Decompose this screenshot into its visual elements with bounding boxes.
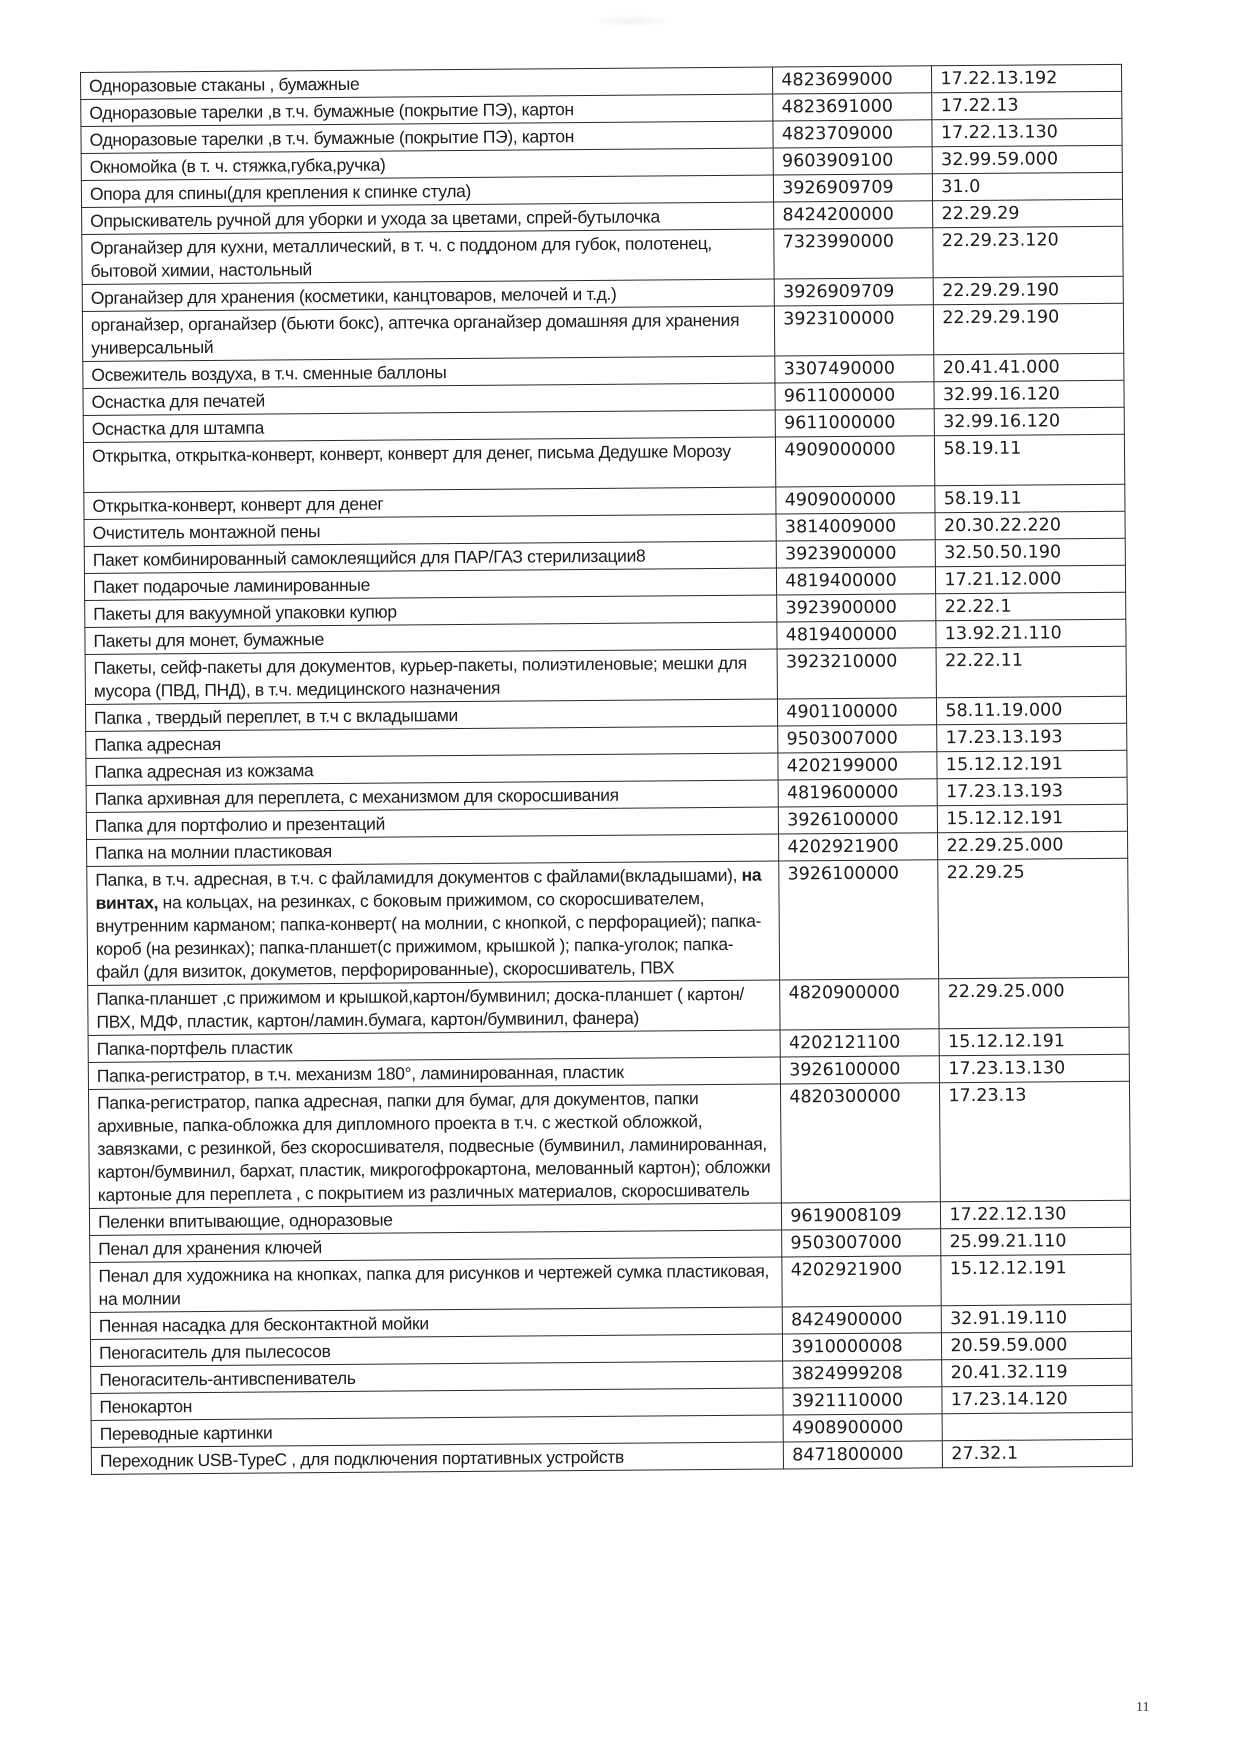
bold-emphasis: на винтах, bbox=[95, 864, 762, 913]
item-tnved-code: 9611000000 bbox=[775, 382, 934, 410]
item-okpd-code: 20.59.59.000 bbox=[942, 1331, 1132, 1359]
item-name: Опрыскиватель ручной для уборки и ухода за цветами, спрей-бутылочка bbox=[82, 202, 774, 234]
item-name: Органайзер для хранения (косметики, канцтоваров, мелочей и т.д.) bbox=[82, 279, 774, 311]
item-tnved-code: 3926909709 bbox=[774, 174, 933, 202]
item-okpd-code: 20.41.32.119 bbox=[942, 1358, 1132, 1386]
item-okpd-code: 22.29.29 bbox=[933, 199, 1123, 227]
item-name: Папка , твердый переплет, в т.ч с вкладышами bbox=[85, 699, 777, 731]
item-okpd-code: 22.22.1 bbox=[936, 592, 1126, 620]
item-name: Пенная насадка для бесконтактной мойки bbox=[90, 1307, 782, 1339]
item-tnved-code: 8424900000 bbox=[783, 1306, 942, 1334]
item-tnved-code: 3926100000 bbox=[779, 806, 938, 834]
item-tnved-code: 4909000000 bbox=[776, 486, 935, 514]
item-name: Одноразовые тарелки ,в т.ч. бумажные (покрытие ПЭ), картон bbox=[81, 94, 773, 126]
item-okpd-code: 32.99.59.000 bbox=[933, 145, 1123, 173]
item-name: Пеленки впитывающие, одноразовые bbox=[89, 1203, 781, 1235]
item-tnved-code: 4909000000 bbox=[776, 436, 936, 487]
table-row bbox=[85, 646, 1126, 704]
item-name: Пакеты для монет, бумажные bbox=[85, 622, 777, 654]
item-tnved-code: 4202921900 bbox=[779, 833, 938, 861]
item-name: Пенал для художника на кнопках, папка для рисунков и чертежей сумка пластиковая, на молнии bbox=[90, 1257, 783, 1312]
item-okpd-code: 58.11.19.000 bbox=[937, 696, 1127, 724]
table-row bbox=[82, 303, 1123, 361]
table-row bbox=[88, 1081, 1130, 1208]
item-name: Папка-портфель пластик bbox=[88, 1030, 780, 1062]
item-tnved-code: 4901100000 bbox=[778, 698, 937, 726]
table-row bbox=[82, 226, 1123, 284]
item-okpd-code: 17.23.13.193 bbox=[937, 777, 1127, 805]
item-name: Пакет комбинированный самоклеящийся для ПАР/ГАЗ стерилизации8 bbox=[84, 541, 776, 573]
item-name: Оснастка для штампа bbox=[83, 410, 775, 442]
item-okpd-code: 17.23.13.130 bbox=[940, 1054, 1130, 1082]
item-tnved-code: 9503007000 bbox=[778, 725, 937, 753]
item-okpd-code: 17.23.13 bbox=[940, 1081, 1131, 1201]
item-tnved-code: 3814009000 bbox=[776, 513, 935, 541]
item-name: Пакеты для вакуумной упаковки купюр bbox=[85, 595, 777, 627]
item-okpd-code: 22.29.25.000 bbox=[938, 831, 1128, 859]
item-okpd-code: 17.23.13.193 bbox=[937, 723, 1127, 751]
item-okpd-code: 32.50.50.190 bbox=[936, 538, 1126, 566]
item-okpd-code: 17.23.14.120 bbox=[942, 1385, 1132, 1413]
item-name: Переводные картинки bbox=[91, 1415, 783, 1447]
item-okpd-code: 22.29.25.000 bbox=[939, 977, 1129, 1028]
item-okpd-code: 32.91.19.110 bbox=[942, 1304, 1132, 1332]
table-row bbox=[87, 858, 1129, 985]
item-okpd-code: 58.19.11 bbox=[935, 484, 1125, 512]
item-tnved-code: 4820900000 bbox=[780, 979, 940, 1030]
item-okpd-code: 17.22.13.192 bbox=[932, 64, 1122, 92]
item-name: Органайзер для кухни, металлический, в т. ч. с поддоном для губок, полотенец, бытовой химии, настольный bbox=[82, 229, 775, 284]
item-okpd-code: 17.22.12.130 bbox=[941, 1200, 1131, 1228]
item-tnved-code: 3923900000 bbox=[777, 594, 936, 622]
item-okpd-code bbox=[942, 1412, 1132, 1440]
item-tnved-code: 3824999208 bbox=[783, 1360, 942, 1388]
item-tnved-code: 7323990000 bbox=[774, 228, 934, 279]
item-name: Папка для портфолио и презентаций bbox=[86, 807, 778, 839]
item-okpd-code: 15.12.12.191 bbox=[941, 1254, 1131, 1305]
item-tnved-code: 3923900000 bbox=[777, 540, 936, 568]
item-name: Папка адресная из кожзама bbox=[86, 753, 778, 785]
item-name: Переходник USB-TypeC , для подключения портативных устройств bbox=[91, 1442, 783, 1474]
item-tnved-code: 3923210000 bbox=[777, 648, 937, 699]
item-tnved-code: 3926100000 bbox=[781, 1056, 940, 1084]
item-okpd-code: 31.0 bbox=[933, 172, 1123, 200]
item-okpd-code: 32.99.16.120 bbox=[935, 407, 1125, 435]
item-tnved-code: 4823709000 bbox=[773, 120, 932, 148]
table-row bbox=[90, 1254, 1131, 1312]
item-tnved-code: 3910000008 bbox=[783, 1333, 942, 1361]
item-tnved-code: 4823699000 bbox=[773, 66, 932, 94]
item-okpd-code: 15.12.12.191 bbox=[937, 750, 1127, 778]
item-okpd-code: 58.19.11 bbox=[935, 434, 1125, 485]
item-name: Папка на молнии пластиковая bbox=[87, 834, 779, 866]
item-tnved-code: 8424200000 bbox=[774, 201, 933, 229]
item-tnved-code: 4819600000 bbox=[778, 779, 937, 807]
item-tnved-code: 3307490000 bbox=[775, 355, 934, 383]
item-tnved-code: 4820300000 bbox=[781, 1083, 941, 1203]
item-okpd-code: 27.32.1 bbox=[943, 1439, 1133, 1467]
item-name: Папка, в т.ч. адресная, в т.ч. с файламидля документов с файлами(вкладышами), на винтах, на кольцах, на резинках, с боковым прижимом, со скоросшивателем, внутренним карманом; папка-конверт( на молнии, с кнопкой, с перфорацией); папка-короб (на резинках); папка-планшет(с прижимом, крышкой ); папка-уголок; папка-файл (для визиток, докуметов, перфорированные), скоросшиватель, ПВХ bbox=[87, 861, 780, 985]
item-okpd-code: 15.12.12.191 bbox=[938, 804, 1128, 832]
item-tnved-code: 4819400000 bbox=[777, 567, 936, 595]
item-okpd-code: 13.92.21.110 bbox=[936, 619, 1126, 647]
scan-artifact bbox=[590, 15, 670, 27]
item-name: Пеногаситель для пылесосов bbox=[90, 1334, 782, 1366]
item-name: Папка-планшет ,с прижимом и крышкой,картон/бумвинил; доска-планшет ( картон/ПВХ, МДФ, пластик, картон/ламин.бумага, картон/бумвинил, фанера) bbox=[88, 980, 781, 1035]
item-okpd-code: 20.30.22.220 bbox=[935, 511, 1125, 539]
item-tnved-code: 3921110000 bbox=[783, 1387, 942, 1415]
item-tnved-code: 9619008109 bbox=[782, 1202, 941, 1230]
item-name: Папка архивная для переплета, с механизмом для скоросшивания bbox=[86, 780, 778, 812]
item-name: Открытка, открытка-конверт, конверт, конверт для денег, письма Дедушке Морозу bbox=[83, 437, 776, 492]
item-name: Пакет подарочые ламинированные bbox=[84, 568, 776, 600]
item-tnved-code: 3926909709 bbox=[774, 278, 933, 306]
item-tnved-code: 4819400000 bbox=[777, 621, 936, 649]
item-name: органайзер, органайзер (бьюти бокс), аптечка органайзер домашняя для хранения универсальный bbox=[82, 306, 775, 361]
item-name: Оснастка для печатей bbox=[83, 383, 775, 415]
item-name: Папка адресная bbox=[86, 726, 778, 758]
item-name: Папка-регистратор, папка адресная, папки для бумаг, для документов, папки архивные, папка-обложка для дипломного проекта в т.ч. с жесткой обложкой, завязками, с резинкой, без скоросшивателя, подвесные (бумвинил, ламинированная, картон/бумвинил, бархат, пластик, микрогофрокартона, мелованный картон); обложки картоные для переплета , с покрытием из различных материалов, скоросшиватель bbox=[88, 1084, 781, 1208]
item-name: Окномойка (в т. ч. стяжка,губка,ручка) bbox=[81, 148, 773, 180]
goods-table bbox=[80, 64, 1133, 1475]
item-okpd-code: 22.29.29.190 bbox=[934, 303, 1124, 354]
item-okpd-code: 32.99.16.120 bbox=[934, 380, 1124, 408]
page-number: 11 bbox=[1136, 1700, 1150, 1715]
item-okpd-code: 17.22.13 bbox=[932, 91, 1122, 119]
item-tnved-code: 3923100000 bbox=[775, 305, 935, 356]
item-name: Одноразовые стаканы , бумажные bbox=[81, 67, 773, 99]
item-okpd-code: 15.12.12.191 bbox=[939, 1027, 1129, 1055]
item-tnved-code: 9603909100 bbox=[773, 147, 932, 175]
item-name: Пенал для хранения ключей bbox=[90, 1230, 782, 1262]
item-tnved-code: 8471800000 bbox=[784, 1441, 943, 1469]
table-row bbox=[88, 977, 1129, 1035]
item-okpd-code: 22.29.23.120 bbox=[933, 226, 1123, 277]
item-name: Одноразовые тарелки ,в т.ч. бумажные (покрытие ПЭ), картон bbox=[81, 121, 773, 153]
item-okpd-code: 22.29.29.190 bbox=[934, 276, 1124, 304]
item-okpd-code: 20.41.41.000 bbox=[934, 353, 1124, 381]
item-name: Открытка-конверт, конверт для денег bbox=[84, 487, 776, 519]
item-tnved-code: 4823691000 bbox=[773, 93, 932, 121]
item-tnved-code: 4908900000 bbox=[783, 1414, 942, 1442]
item-name: Пеногаситель-антивспениватель bbox=[91, 1361, 783, 1393]
item-name: Пенокартон bbox=[91, 1388, 783, 1420]
item-tnved-code: 9611000000 bbox=[775, 409, 934, 437]
item-tnved-code: 4202921900 bbox=[782, 1256, 942, 1307]
item-name: Опора для спины(для крепления к спинке стула) bbox=[81, 175, 773, 207]
item-name: Освежитель воздуха, в т.ч. сменные баллоны bbox=[83, 356, 775, 388]
item-okpd-code: 17.22.13.130 bbox=[932, 118, 1122, 146]
item-okpd-code: 22.22.11 bbox=[936, 646, 1126, 697]
item-name: Папка-регистратор, в т.ч. механизм 180°, ламинированная, пластик bbox=[88, 1057, 780, 1089]
item-name: Очиститель монтажной пены bbox=[84, 514, 776, 546]
item-okpd-code: 22.29.25 bbox=[938, 858, 1129, 978]
item-name: Пакеты, сейф-пакеты для документов, курьер-пакеты, полиэтиленовые; мешки для мусора (ПВД, ПНД), в т.ч. медицинского назначения bbox=[85, 649, 778, 704]
table-row bbox=[83, 434, 1124, 492]
item-tnved-code: 9503007000 bbox=[782, 1229, 941, 1257]
item-okpd-code: 25.99.21.110 bbox=[941, 1227, 1131, 1255]
item-tnved-code: 3926100000 bbox=[779, 860, 939, 980]
item-tnved-code: 4202121100 bbox=[780, 1029, 939, 1057]
item-okpd-code: 17.21.12.000 bbox=[936, 565, 1126, 593]
item-tnved-code: 4202199000 bbox=[778, 752, 937, 780]
